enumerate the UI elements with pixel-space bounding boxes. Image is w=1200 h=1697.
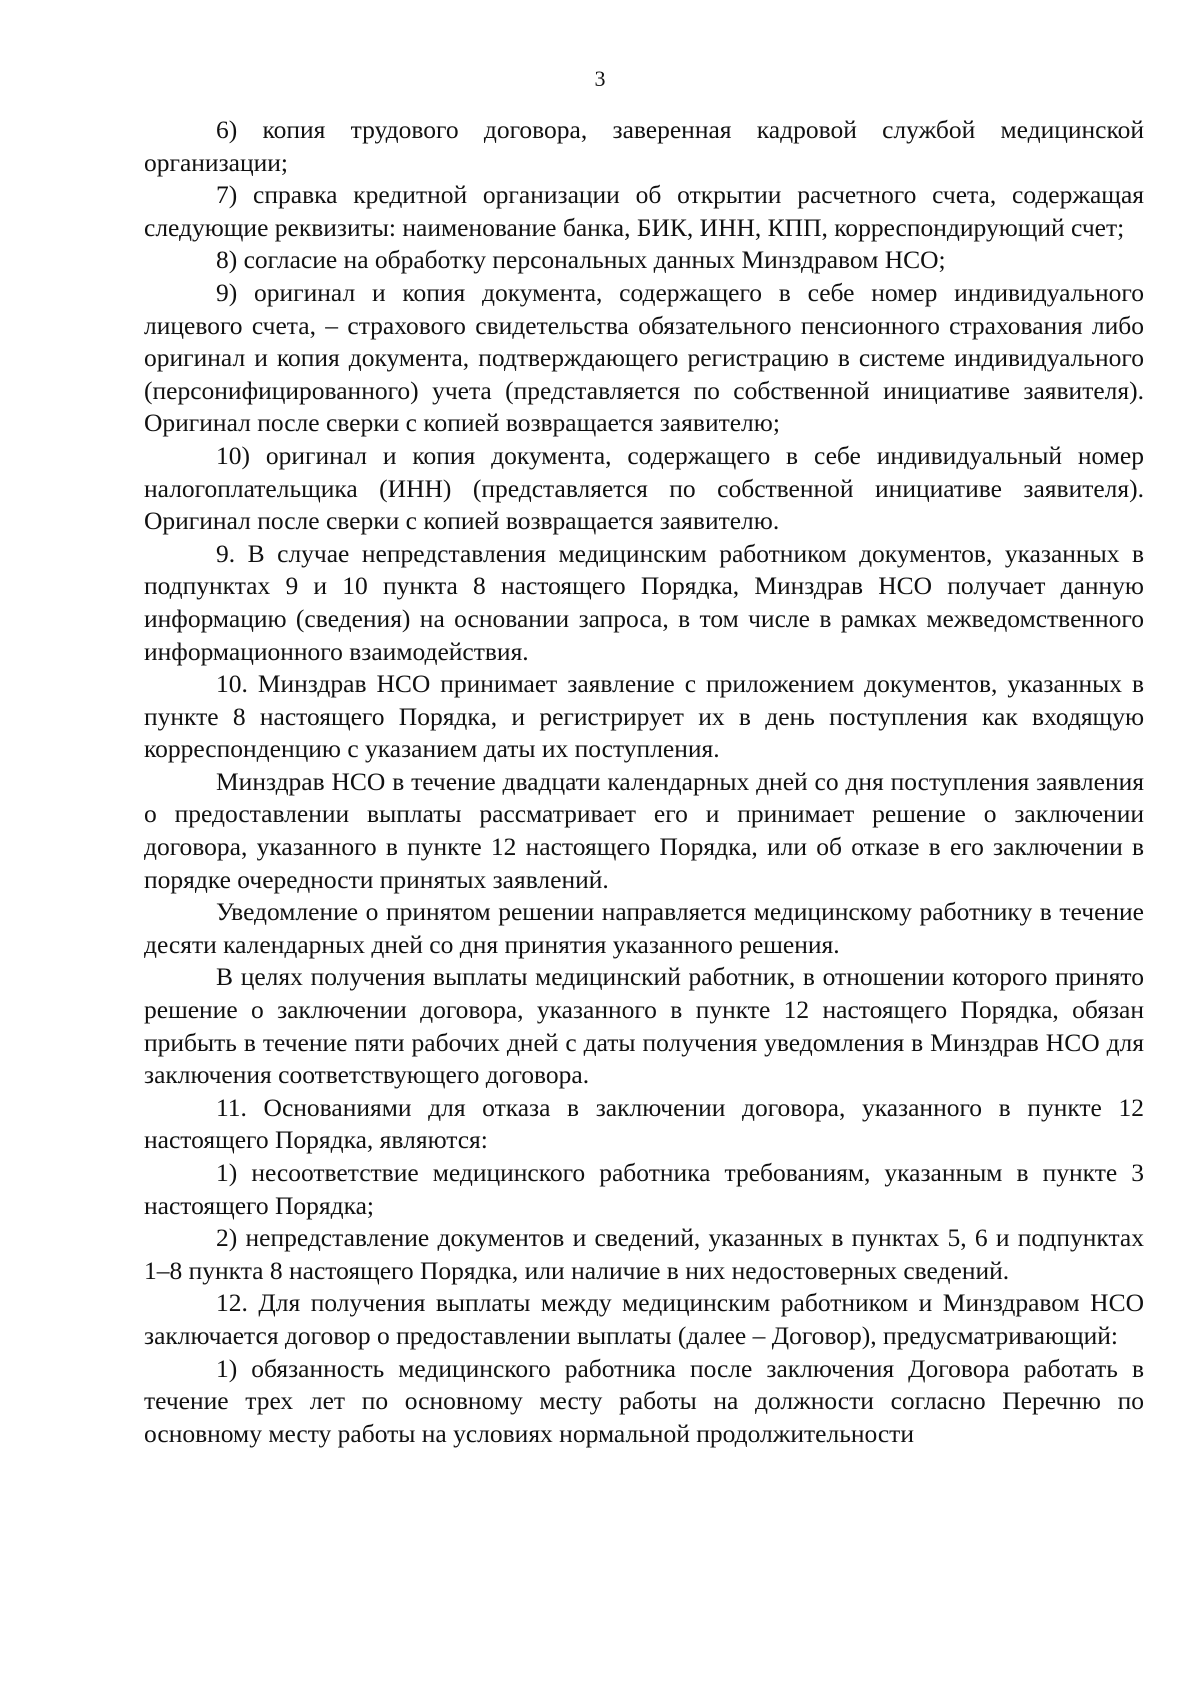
paragraph-review-term: Минздрав НСО в течение двадцати календарных дней со дня поступления заявления о предоставлении выплаты рассматривает его и принимает решение о заключении договора, указанного в пункте 12 настоящего Порядка, или об отказе в его заключении в порядке очередности принятых заявлений.: [144, 766, 1144, 894]
paragraph-clause-9: 9. В случае непредставления медицинским работником документов, указанных в подпунктах 9 и 10 пункта 8 настоящего Порядка, Минздрав НСО получает данную информацию (сведения) на основании запроса, в том числе в рамках межведомственного информационного взаимодействия.: [144, 538, 1144, 666]
paragraph-item-6: 6) копия трудового договора, заверенная кадровой службой медицинской организации;: [144, 115, 1144, 177]
paragraph-refusal-reason-1: 1) несоответствие медицинского работника требованиям, указанным в пункте 3 настоящего Порядка;: [144, 1158, 1144, 1220]
document-body: [144, 114, 1144, 1450]
paragraph-clause-11: 11. Основаниями для отказа в заключении договора, указанного в пункте 12 настоящего Порядка, являются:: [144, 1092, 1144, 1155]
paragraph-notification: Уведомление о принятом решении направляется медицинскому работнику в течение десяти календарных дней со дня принятия указанного решения.: [144, 897, 1144, 959]
paragraph-item-9: 9) оригинал и копия документа, содержащего в себе номер индивидуального лицевого счета, – страхового свидетельства обязательного пенсионного страхования либо оригинал и копия документа, подтверждающего регистрацию в системе индивидуального (персонифицированного) учета (представляется по собственной инициативе заявителя). Оригинал после сверки с копией возвращается заявителю;: [144, 277, 1144, 438]
paragraph-item-8: 8) согласие на обработку персональных данных Минздравом НСО;: [216, 245, 946, 275]
paragraph-contract-obligation-1: 1) обязанность медицинского работника после заключения Договора работать в течение трех лет по основному месту работы на должности согласно Перечню по основному месту работы на условиях нормальной продолжительности: [144, 1353, 1144, 1448]
paragraph-refusal-reason-2: 2) непредставление документов и сведений, указанных в пунктах 5, 6 и подпунктах 1–8 пункта 8 настоящего Порядка, или наличие в них недостоверных сведений.: [144, 1223, 1144, 1285]
paragraph-clause-12: 12. Для получения выплаты между медицинским работником и Минздравом НСО заключается договор о предоставлении выплаты (далее – Договор), предусматривающий:: [144, 1288, 1144, 1350]
paragraph-item-7: 7) справка кредитной организации об открытии расчетного счета, содержащая следующие реквизиты: наименование банка, БИК, ИНН, КПП, корреспондирующий счет;: [144, 180, 1144, 242]
paragraph-item-10: 10) оригинал и копия документа, содержащего в себе индивидуальный номер налогоплательщика (ИНН) (представляется по собственной инициативе заявителя). Оригинал после сверки с копией возвращается заявителю.: [144, 440, 1144, 536]
paragraph-clause-10: 10. Минздрав НСО принимает заявление с приложением документов, указанных в пункте 8 настоящего Порядка, и регистрирует их в день поступления как входящую корреспонденцию с указанием даты их поступления.: [144, 669, 1144, 764]
page-number: 3: [594, 66, 606, 91]
paragraph-arrival-obligation: В целях получения выплаты медицинский работник, в отношении которого принято решение о заключении договора, указанного в пункте 12 настоящего Порядка, обязан прибыть в течение пяти рабочих дней с даты получения уведомления в Минздрав НСО для заключения соответствующего договора.: [144, 962, 1144, 1090]
